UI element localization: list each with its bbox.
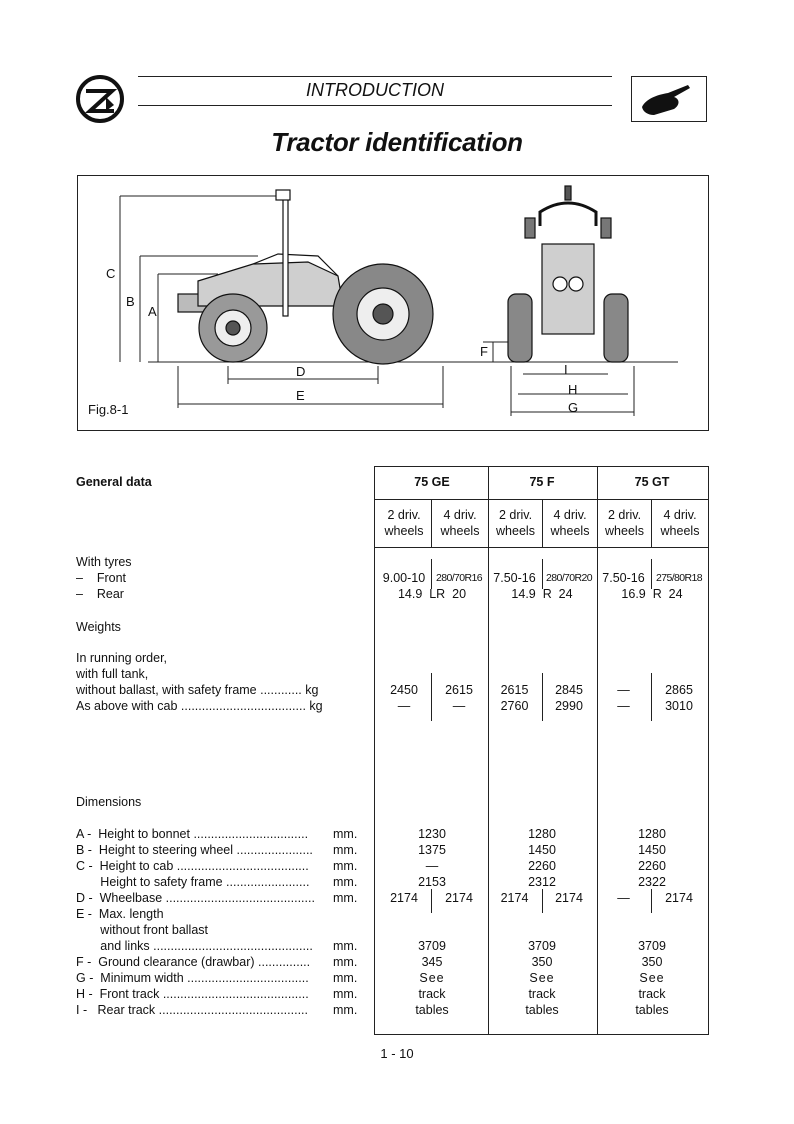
section-title: INTRODUCTION bbox=[306, 80, 444, 100]
cell-value: 350 bbox=[531, 955, 553, 969]
cell-value: 2990 bbox=[555, 699, 583, 713]
cell-value: 9.00-10 bbox=[382, 571, 426, 585]
cell-value: 14.9 LR 20 bbox=[397, 587, 467, 601]
drive-label: 2 driv. wheels bbox=[496, 508, 535, 538]
cell-value: See bbox=[639, 971, 665, 985]
unit-label: mm. bbox=[333, 875, 358, 889]
header-rule-bottom bbox=[138, 105, 612, 106]
dim-label-i: I bbox=[564, 362, 568, 377]
unit-label: mm. bbox=[333, 971, 358, 985]
cell-value: See bbox=[529, 971, 555, 985]
row-label: with full tank, bbox=[76, 667, 149, 681]
row-label: Weights bbox=[76, 620, 121, 634]
drive-label: 4 driv. wheels bbox=[550, 508, 590, 538]
cell-value: 16.9 R 24 bbox=[621, 587, 683, 601]
cell-value: 2845 bbox=[555, 683, 583, 697]
cell-value: — bbox=[425, 859, 439, 873]
cell-value: 2174 bbox=[445, 891, 473, 905]
row-label: E - Max. length bbox=[76, 907, 164, 921]
cell-value: 3709 bbox=[638, 939, 666, 953]
dim-label-h: H bbox=[568, 382, 578, 397]
model-header: 75 GT bbox=[634, 475, 670, 489]
drive-label: 4 driv. wheels bbox=[660, 508, 700, 538]
row-label: D - Wheelbase ........................................... bbox=[76, 891, 315, 905]
unit-label: mm. bbox=[333, 955, 358, 969]
unit-label: mm. bbox=[333, 1003, 358, 1017]
unit-label: mm. bbox=[333, 891, 358, 905]
cell-value: — bbox=[397, 699, 411, 713]
row-label: As above with cab .................................... kg bbox=[76, 699, 323, 713]
cell-value: track bbox=[418, 987, 446, 1001]
row-label: – Front bbox=[76, 571, 127, 585]
cell-value: tables bbox=[525, 1003, 559, 1017]
model-header: 75 GE bbox=[414, 475, 450, 489]
cell-value: 2865 bbox=[665, 683, 693, 697]
row-label: F - Ground clearance (drawbar) ............... bbox=[76, 955, 311, 969]
general-data-label: General data bbox=[76, 475, 152, 489]
cell-value: 280/70R16 bbox=[436, 572, 482, 584]
cell-value: 2615 bbox=[445, 683, 473, 697]
cell-value: 1280 bbox=[528, 827, 556, 841]
cell-value: 2760 bbox=[500, 699, 529, 713]
cell-value: 14.9 R 24 bbox=[511, 587, 573, 601]
cell-value: track bbox=[638, 987, 666, 1001]
dim-label-g: G bbox=[568, 400, 579, 415]
cell-value: 275/80R18 bbox=[656, 572, 702, 584]
cell-value: 350 bbox=[641, 955, 663, 969]
unit-label: mm. bbox=[333, 827, 358, 841]
dim-label-a: A bbox=[148, 304, 157, 319]
cell-value: 2312 bbox=[528, 875, 556, 889]
row-label: B - Height to steering wheel ...................... bbox=[76, 843, 313, 857]
row-divider bbox=[375, 547, 708, 548]
row-label: Height to safety frame ........................ bbox=[76, 875, 310, 889]
unit-label: mm. bbox=[333, 939, 358, 953]
page-number: 1 - 10 bbox=[380, 1046, 414, 1061]
cell-value: 2322 bbox=[638, 875, 666, 889]
unit-label: mm. bbox=[333, 843, 358, 857]
header-rule-top bbox=[138, 76, 612, 77]
row-label: H - Front track .......................................... bbox=[76, 987, 309, 1001]
cell-value: — bbox=[617, 891, 630, 905]
row-label: and links .............................................. bbox=[76, 939, 313, 953]
figure-caption: Fig.8-1 bbox=[88, 402, 129, 417]
cell-value: 2450 bbox=[390, 683, 418, 697]
row-label: without ballast, with safety frame ............ kg bbox=[76, 683, 319, 697]
cell-value: 1230 bbox=[418, 827, 446, 841]
cell-value: 1280 bbox=[638, 827, 666, 841]
drive-label: 4 driv. wheels bbox=[440, 508, 480, 538]
drive-label: 2 driv. wheels bbox=[384, 508, 424, 538]
cell-value: 2260 bbox=[528, 859, 556, 873]
cell-value: 2260 bbox=[638, 859, 666, 873]
row-label: without front ballast bbox=[76, 923, 209, 937]
row-label: – Rear bbox=[76, 587, 124, 601]
cell-value: See bbox=[419, 971, 445, 985]
sub-col-divider bbox=[431, 673, 432, 721]
cell-value: 2174 bbox=[390, 891, 418, 905]
cell-value: tables bbox=[415, 1003, 449, 1017]
cell-value: — bbox=[617, 699, 630, 713]
cell-value: 3010 bbox=[665, 699, 693, 713]
dim-label-c: C bbox=[106, 266, 116, 281]
row-label: C - Height to cab ...................................... bbox=[76, 859, 309, 873]
cell-value: tables bbox=[635, 1003, 669, 1017]
cell-value: track bbox=[528, 987, 556, 1001]
cell-value: 1450 bbox=[638, 843, 666, 857]
brand-logo bbox=[76, 75, 124, 123]
sub-col-divider bbox=[651, 673, 652, 721]
cell-value: — bbox=[452, 699, 466, 713]
cell-value: 2174 bbox=[665, 891, 693, 905]
cell-value: 2615 bbox=[500, 683, 529, 697]
cell-value: — bbox=[617, 683, 630, 697]
hand-pointing-icon bbox=[631, 76, 707, 122]
figure-tractor-dimensions bbox=[77, 175, 709, 431]
cell-value: 2153 bbox=[418, 875, 446, 889]
cell-value: 7.50-16 bbox=[602, 571, 645, 585]
dim-label-d: D bbox=[296, 364, 306, 379]
row-label: Dimensions bbox=[76, 795, 142, 809]
unit-label: mm. bbox=[333, 987, 358, 1001]
cell-value: 280/70R20 bbox=[546, 572, 592, 584]
cell-value: 2174 bbox=[500, 891, 529, 905]
dim-label-b: B bbox=[126, 294, 135, 309]
cell-value: 2174 bbox=[555, 891, 583, 905]
dim-label-f: F bbox=[480, 344, 488, 359]
unit-label: mm. bbox=[333, 859, 358, 873]
row-label: G - Minimum width ................................... bbox=[76, 971, 309, 985]
cell-value: 3709 bbox=[528, 939, 556, 953]
sub-col-divider bbox=[542, 673, 543, 721]
page-title: Tractor identification bbox=[271, 127, 523, 157]
cell-value: 1450 bbox=[528, 843, 556, 857]
cell-value: 3709 bbox=[418, 939, 446, 953]
cell-value: 1375 bbox=[418, 843, 446, 857]
cell-value: 345 bbox=[421, 955, 443, 969]
row-label: A - Height to bonnet ................................. bbox=[76, 827, 309, 841]
row-label: I - Rear track ........................................... bbox=[76, 1003, 308, 1017]
row-label: In running order, bbox=[76, 651, 168, 665]
dim-label-e: E bbox=[296, 388, 305, 403]
row-label: With tyres bbox=[76, 555, 132, 569]
cell-value: 7.50-16 bbox=[493, 571, 536, 585]
drive-label: 2 driv. wheels bbox=[605, 508, 644, 538]
tractor-drawing bbox=[78, 176, 708, 430]
model-header: 75 F bbox=[529, 475, 555, 489]
